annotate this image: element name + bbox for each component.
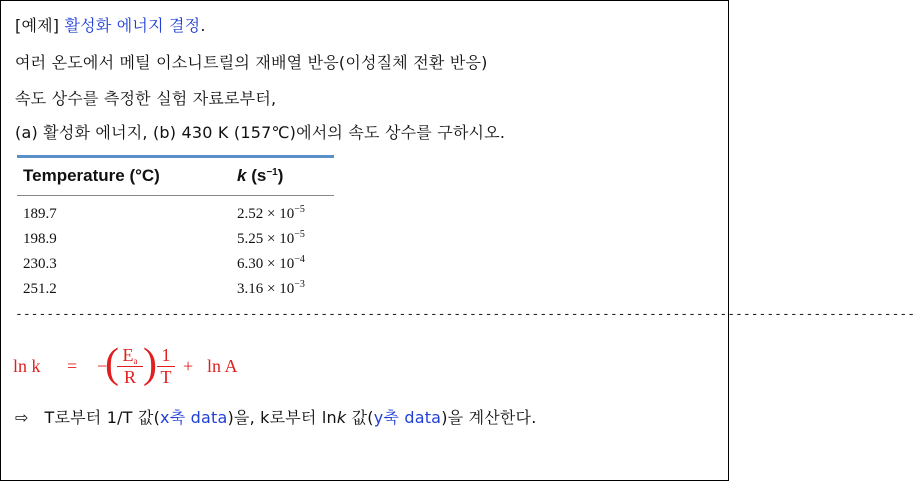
table-header-rate-constant: k $(s^{-1})$ bbox=[237, 166, 284, 185]
formula-lhs: ln k bbox=[13, 356, 41, 376]
table-row-2-k: $5.25 \times 10^{-5}$ bbox=[237, 229, 305, 247]
example-title-dot: . bbox=[200, 16, 206, 35]
formula-paren-open: ( bbox=[105, 341, 119, 387]
table-top-rule bbox=[17, 155, 334, 158]
formula-rhs: ln A bbox=[207, 356, 238, 376]
formula-equals: = bbox=[67, 356, 78, 376]
x-axis-data-label: x축 data bbox=[160, 408, 228, 427]
problem-line-3: (a) 활성화 에너지, (b) 430 K (157℃)에서의 속도 상수를 구하시오. bbox=[15, 123, 506, 142]
example-title: 활성화 에너지 결정 bbox=[64, 16, 201, 35]
example-tag: [예제] bbox=[15, 16, 60, 35]
formula-minus: − bbox=[97, 356, 108, 376]
calculation-note: ⇨ T로부터 1/T 값(x축 data)을, k로부터 lnk 값(y축 data)을 계산한다. bbox=[15, 408, 537, 427]
problem-line-2: 속도 상수를 측정한 실험 자료로부터, bbox=[15, 89, 277, 108]
k-symbol: k bbox=[237, 166, 247, 185]
table-header-temperature: Temperature (°C) bbox=[23, 166, 160, 185]
dashed-separator: ------------------------------------------------------------------------------------------------------------------- bbox=[15, 307, 915, 322]
table-row-4-k: $3.16 \times 10^{-3}$ bbox=[237, 279, 305, 297]
problem-line-1: 여러 온도에서 메틸 이소니트릴의 재배열 반응(이성질체 전환 반응) bbox=[15, 53, 488, 72]
table-row-3-temp: 230.3 bbox=[23, 256, 57, 272]
table-header-separator bbox=[17, 195, 334, 196]
example-heading bbox=[15, 13, 206, 36]
table-row-3-k: $6.30 \times 10^{-4}$ bbox=[237, 254, 305, 272]
table-row-1-temp: 189.7 bbox=[23, 206, 57, 222]
table-row-2-temp: 198.9 bbox=[23, 231, 57, 247]
y-axis-data-label: y축 data bbox=[373, 408, 442, 427]
formula-paren-close: ) bbox=[143, 341, 157, 387]
arrow-icon: ⇨ bbox=[15, 408, 29, 427]
table-row-1-k: $2.52 \times 10^{-5}$ bbox=[237, 204, 305, 222]
formula-ea-over-r: $\frac{Ea}{R}$ bbox=[117, 345, 143, 388]
formula-plus: + bbox=[183, 356, 194, 376]
table-row-4-temp: 251.2 bbox=[23, 281, 57, 297]
formula-one-over-t: $\frac{1}{T}$ bbox=[157, 345, 175, 388]
